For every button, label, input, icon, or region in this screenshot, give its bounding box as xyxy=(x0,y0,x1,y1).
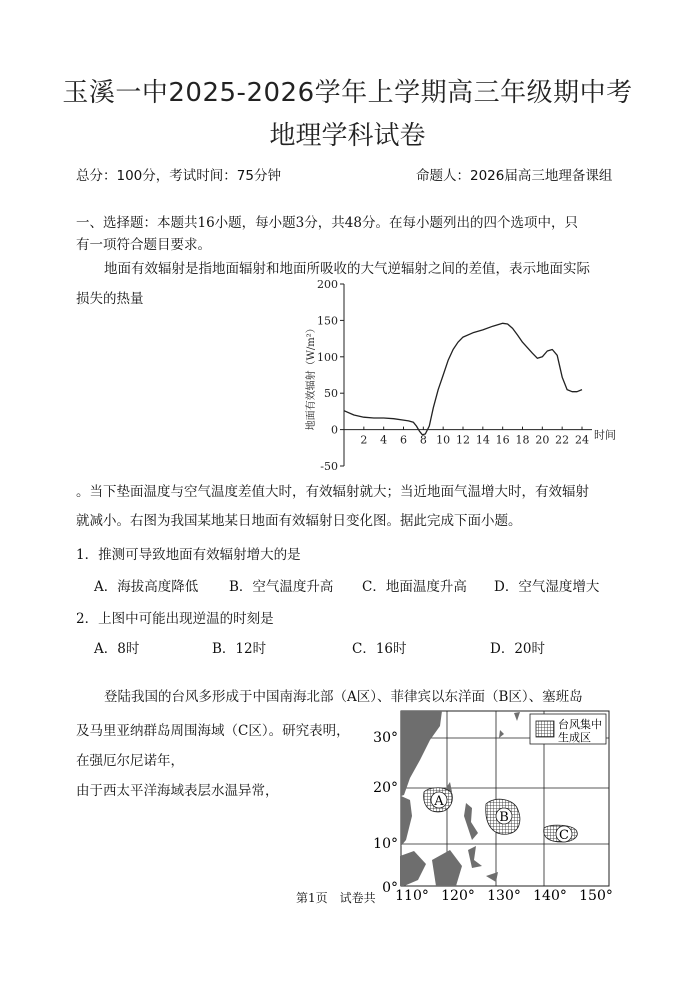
effective-radiation-chart xyxy=(296,272,626,477)
question-1-option-a: A．海拔高度降低 xyxy=(94,579,199,595)
chart-x-axis-label: 时间 xyxy=(594,428,616,442)
typhoon-map xyxy=(370,700,620,910)
score-time-info: 总分：100分，考试时间：75分钟 xyxy=(76,168,281,184)
zone-c-label: C xyxy=(559,828,569,843)
material1-line3: 。当下垫面温度与空气温度差值大时，有效辐射就大；当近地面气温增大时，有效辐射 xyxy=(76,484,589,500)
question-1-option-c: C．地面温度升高 xyxy=(362,579,467,595)
legend-label-line1: 台风集中 xyxy=(558,718,602,731)
lat-label-10: 10° xyxy=(373,836,398,852)
exam-title-line2: 地理学科试卷 xyxy=(269,121,426,151)
lon-label-140: 140° xyxy=(533,888,567,904)
lon-label-110: 110° xyxy=(395,888,429,904)
author-info: 命题人：2026届高三地理备课组 xyxy=(416,168,613,184)
question-1-stem: 1．推测可导致地面有效辐射增大的是 xyxy=(76,547,301,563)
legend-swatch xyxy=(536,721,554,737)
lat-label-30: 30° xyxy=(373,730,398,746)
exam-title-line1: 玉溪一中2025-2026学年上学期高三年级期中考 xyxy=(62,78,633,108)
lat-label-0: 0° xyxy=(382,880,398,896)
chart-y-tick-label: 100 xyxy=(317,350,338,364)
chart-y-tick-label: 0 xyxy=(331,423,338,437)
chart-x-tick-label: 8 xyxy=(419,433,427,447)
material2-line4: 由于西太平洋海域表层水温异常， xyxy=(76,783,279,799)
chart-series-line xyxy=(344,323,582,434)
chart-y-tick-label: -50 xyxy=(320,460,338,473)
section-heading-line2: 有一项符合题目要求。 xyxy=(76,237,211,253)
legend-label-line2: 生成区 xyxy=(558,731,591,744)
question-2-option-a: A．8时 xyxy=(94,641,140,657)
question-1-option-b: B．空气温度升高 xyxy=(229,579,334,595)
chart-x-tick-label: 6 xyxy=(400,433,407,447)
chart-y-tick-label: 200 xyxy=(317,278,338,291)
material1-line2: 损失的热量 xyxy=(76,291,144,307)
lon-label-150: 150° xyxy=(579,888,613,904)
chart-x-tick-label: 18 xyxy=(515,433,530,447)
section-heading-line1: 一、选择题：本题共16小题，每小题3分，共48分。在每小题列出的四个选项中，只 xyxy=(76,215,578,231)
material1-line4: 就减小。右图为我国某地某日地面有效辐射日变化图。据此完成下面小题。 xyxy=(76,513,522,529)
zone-b-label: B xyxy=(499,810,509,825)
chart-y-tick-label: 150 xyxy=(317,314,338,328)
material2-line1: 登陆我国的台风多形成于中国南海北部（A区）、菲律宾以东洋面（B区）、塞班岛 xyxy=(104,689,583,705)
question-1-option-d: D．空气湿度增大 xyxy=(494,579,600,595)
chart-x-tick-label: 10 xyxy=(436,433,451,447)
lat-label-20: 20° xyxy=(373,780,398,796)
chart-x-tick-label: 24 xyxy=(575,433,589,447)
question-2-option-b: B．12时 xyxy=(212,641,267,657)
question-2-option-c: C．16时 xyxy=(352,641,407,657)
chart-x-tick-label: 14 xyxy=(475,433,490,447)
chart-y-tick-label: 50 xyxy=(324,387,338,401)
material2-line2: 及马里亚纳群岛周围海域（C区）。研究表明， xyxy=(76,723,350,739)
chart-x-tick-label: 2 xyxy=(360,433,368,447)
chart-y-axis-label: 地面有效辐射（W/m²） xyxy=(306,323,317,431)
chart-x-tick-label: 22 xyxy=(555,433,570,447)
lon-label-130: 130° xyxy=(487,888,521,904)
chart-x-tick-label: 12 xyxy=(456,433,470,447)
zone-a-label: A xyxy=(434,794,444,809)
question-2-option-d: D．20时 xyxy=(490,641,546,657)
material2-line3: 在强厄尔尼诺年， xyxy=(76,753,184,769)
question-2-stem: 2．上图中可能出现逆温的时刻是 xyxy=(76,611,274,627)
page-footer: 第1页 试卷共 xyxy=(296,891,376,905)
chart-x-tick-label: 16 xyxy=(495,433,510,447)
chart-x-tick-label: 4 xyxy=(380,433,388,447)
material1-line1: 地面有效辐射是指地面辐射和地面所吸收的大气逆辐射之间的差值，表示地面实际 xyxy=(104,261,590,277)
chart-x-tick-label: 20 xyxy=(535,433,550,447)
lon-label-120: 120° xyxy=(441,888,475,904)
